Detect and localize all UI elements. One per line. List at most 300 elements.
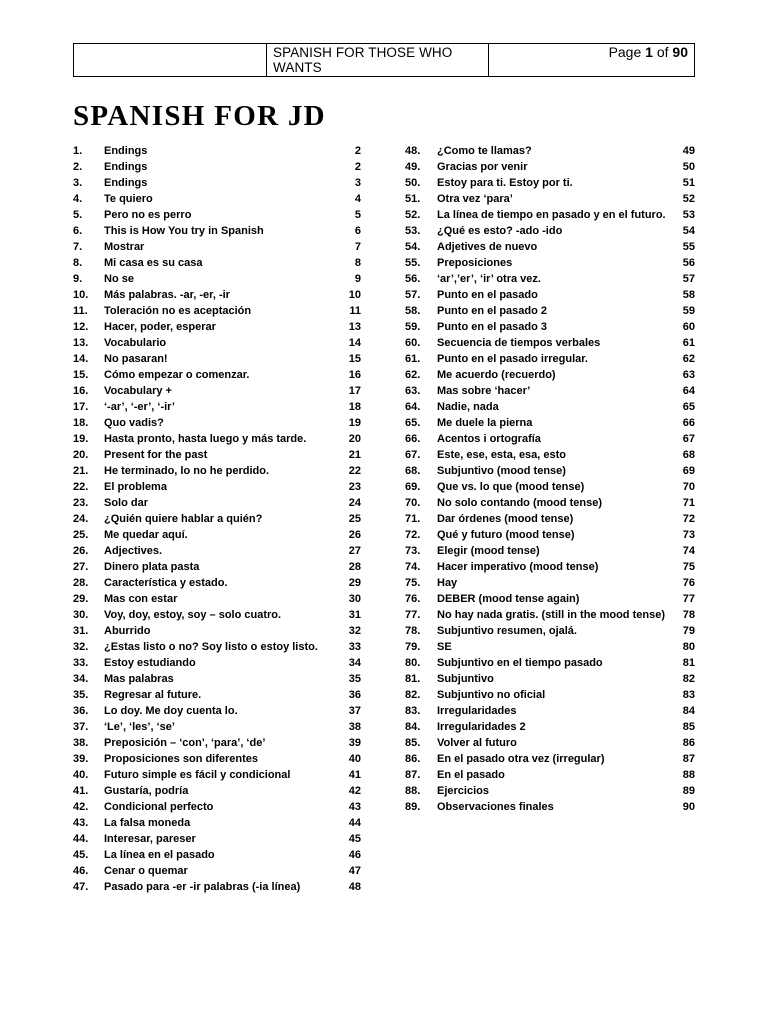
- toc-entry-page: 18: [348, 401, 361, 413]
- toc-entry-number: 20.: [73, 449, 89, 461]
- toc-entry: [405, 783, 695, 799]
- toc-entry-page: 47: [348, 865, 361, 877]
- toc-entry-page: 17: [348, 385, 361, 397]
- toc-entry-number: 76.: [405, 593, 421, 605]
- toc-entry-title: Volver al futuro: [437, 737, 517, 749]
- toc-entry-number: 14.: [73, 353, 89, 365]
- toc-entry-page: 69: [682, 465, 695, 477]
- toc-entry-title: No pasaran!: [104, 353, 168, 365]
- toc-entry-title: Me acuerdo (recuerdo): [437, 369, 556, 381]
- toc-entry: [73, 175, 361, 191]
- toc-entry-page: 31: [348, 609, 361, 621]
- toc-entry-number: 86.: [405, 753, 421, 765]
- toc-entry-page: 25: [348, 513, 361, 525]
- toc-entry-title: Vocabulary +: [104, 385, 172, 397]
- toc-entry-title: Hacer, poder, esperar: [104, 321, 216, 333]
- toc-entry-title: Estoy estudiando: [104, 657, 196, 669]
- toc-entry: [405, 623, 695, 639]
- toc-entry-page: 36: [348, 689, 361, 701]
- toc-entry-number: 17.: [73, 401, 89, 413]
- toc-entry: [405, 559, 695, 575]
- toc-entry-title: Pero no es perro: [104, 209, 192, 221]
- toc-entry: [405, 527, 695, 543]
- toc-entry: [405, 639, 695, 655]
- toc-entry-number: 26.: [73, 545, 89, 557]
- toc-entry: [405, 255, 695, 271]
- toc-entry-title: Punto en el pasado irregular.: [437, 353, 588, 365]
- toc-entry-page: 75: [682, 561, 695, 573]
- toc-entry-number: 34.: [73, 673, 89, 685]
- toc-entry-number: 83.: [405, 705, 421, 717]
- toc-entry: [73, 319, 361, 335]
- toc-entry-title: Present for the past: [104, 449, 208, 461]
- toc-entry-number: 5.: [73, 209, 83, 221]
- toc-entry: [405, 479, 695, 495]
- toc-entry: [405, 751, 695, 767]
- toc-entry-title: El problema: [104, 481, 167, 493]
- toc-entry: [73, 191, 361, 207]
- toc-entry-page: 9: [354, 273, 361, 285]
- toc-entry-page: 71: [682, 497, 695, 509]
- toc-entry-title: Pasado para -er -ir palabras (-ia línea): [104, 881, 301, 893]
- toc-entry-number: 87.: [405, 769, 421, 781]
- toc-entry-page: 30: [348, 593, 361, 605]
- toc-entry-title: Dinero plata pasta: [104, 561, 200, 573]
- toc-entry: [405, 687, 695, 703]
- toc-entry-page: 81: [682, 657, 695, 669]
- toc-entry-title: La línea en el pasado: [104, 849, 215, 861]
- toc-entry: [73, 511, 361, 527]
- toc-entry: [405, 159, 695, 175]
- toc-entry-title: No solo contando (mood tense): [437, 497, 602, 509]
- toc-entry: [73, 847, 361, 863]
- toc-entry-page: 54: [682, 225, 695, 237]
- toc-entry: [405, 335, 695, 351]
- toc-entry-page: 16: [348, 369, 361, 381]
- toc-entry-title: La línea de tiempo en pasado y en el futuro.: [437, 209, 666, 221]
- toc-entry-page: 55: [682, 241, 695, 253]
- toc-entry-title: This is How You try in Spanish: [104, 225, 264, 237]
- toc-entry-page: 65: [682, 401, 695, 413]
- toc-entry-page: 24: [348, 497, 361, 509]
- toc-entry-title: Qué y futuro (mood tense): [437, 529, 575, 541]
- toc-entry: [405, 735, 695, 751]
- toc-entry-page: 85: [682, 721, 695, 733]
- toc-entry: [73, 735, 361, 751]
- toc-entry-page: 88: [682, 769, 695, 781]
- toc-entry-page: 2: [354, 161, 361, 173]
- toc-entry-title: Estoy para ti. Estoy por ti.: [437, 177, 573, 189]
- toc-entry-page: 22: [348, 465, 361, 477]
- toc-entry: [73, 815, 361, 831]
- toc-entry: [405, 383, 695, 399]
- toc-entry-number: 80.: [405, 657, 421, 669]
- toc-entry-number: 40.: [73, 769, 89, 781]
- toc-entry-number: 74.: [405, 561, 421, 573]
- toc-entry-number: 13.: [73, 337, 89, 349]
- toc-entry: [405, 431, 695, 447]
- toc-entry-page: 37: [348, 705, 361, 717]
- toc-entry-number: 15.: [73, 369, 89, 381]
- toc-entry: [73, 559, 361, 575]
- toc-entry-page: 23: [348, 481, 361, 493]
- toc-entry-title: Solo dar: [104, 497, 149, 509]
- toc-entry-page: 87: [682, 753, 695, 765]
- toc-entry: [73, 479, 361, 495]
- toc-entry-title: Hasta pronto, hasta luego y más tarde.: [104, 433, 307, 445]
- toc-entry-number: 66.: [405, 433, 421, 445]
- toc-entry: [73, 575, 361, 591]
- toc-entry-page: 58: [682, 289, 695, 301]
- toc-entry-number: 19.: [73, 433, 89, 445]
- toc-entry-page: 49: [682, 145, 695, 157]
- toc-entry-number: 42.: [73, 801, 89, 813]
- toc-entry-title: Gracias por venir: [437, 161, 528, 173]
- toc-entry-number: 46.: [73, 865, 89, 877]
- toc-entry-page: 68: [682, 449, 695, 461]
- toc-entry-title: Endings: [104, 177, 148, 189]
- toc-entry-title: Quo vadis?: [104, 417, 164, 429]
- toc-entry: [73, 783, 361, 799]
- toc-entry-page: 41: [348, 769, 361, 781]
- header-page-indicator: [489, 44, 694, 76]
- toc-entry: [405, 207, 695, 223]
- toc-entry-number: 9.: [73, 273, 83, 285]
- toc-entry-number: 39.: [73, 753, 89, 765]
- toc-entry-title: Mas con estar: [104, 593, 178, 605]
- toc-entry: [405, 719, 695, 735]
- toc-entry-number: 62.: [405, 369, 421, 381]
- toc-entry-title: Mi casa es su casa: [104, 257, 203, 269]
- toc-entry-number: 36.: [73, 705, 89, 717]
- toc-entry-number: 70.: [405, 497, 421, 509]
- toc-entry-page: 67: [682, 433, 695, 445]
- toc-entry-page: 89: [682, 785, 695, 797]
- toc-entry-title: Irregularidades: [437, 705, 517, 717]
- toc-entry-number: 72.: [405, 529, 421, 541]
- toc-entry-page: 51: [682, 177, 695, 189]
- toc-entry-number: 53.: [405, 225, 421, 237]
- toc-entry-number: 57.: [405, 289, 421, 301]
- toc-entry: [73, 767, 361, 783]
- toc-entry-title: Mostrar: [104, 241, 145, 253]
- toc-entry-number: 11.: [73, 305, 88, 317]
- toc-entry-page: 42: [348, 785, 361, 797]
- toc-entry-page: 6: [354, 225, 361, 237]
- toc-entry: [73, 687, 361, 703]
- toc-entry: [73, 751, 361, 767]
- toc-entry: [405, 543, 695, 559]
- toc-entry: [405, 319, 695, 335]
- page-of-label: of: [652, 44, 673, 60]
- page-header-table: [73, 43, 695, 77]
- toc-entry-page: 27: [348, 545, 361, 557]
- toc-entry: [73, 159, 361, 175]
- toc-entry-number: 43.: [73, 817, 89, 829]
- toc-entry-title: En el pasado otra vez (irregular): [437, 753, 605, 765]
- toc-entry-number: 68.: [405, 465, 421, 477]
- header-empty-cell: [74, 44, 267, 76]
- toc-entry-title: Subjuntivo en el tiempo pasado: [437, 657, 603, 669]
- toc-entry-title: Me quedar aquí.: [104, 529, 188, 541]
- toc-entry-number: 21.: [73, 465, 89, 477]
- toc-entry-title: Proposiciones son diferentes: [104, 753, 259, 765]
- toc-entry-page: 28: [348, 561, 361, 573]
- toc-entry-page: 39: [348, 737, 361, 749]
- toc-entry-page: 73: [682, 529, 695, 541]
- toc-entry: [405, 591, 695, 607]
- toc-entry-title: Característica y estado.: [104, 577, 228, 589]
- toc-entry-title: Acentos i ortografía: [437, 433, 541, 445]
- toc-entry: [405, 767, 695, 783]
- toc-entry-title: Endings: [104, 161, 148, 173]
- toc-entry-page: 34: [348, 657, 361, 669]
- toc-entry-number: 35.: [73, 689, 89, 701]
- toc-entry: [73, 207, 361, 223]
- toc-entry-page: 64: [682, 385, 695, 397]
- toc-entry: [73, 223, 361, 239]
- toc-entry-page: 32: [348, 625, 361, 637]
- toc-entry-number: 31.: [73, 625, 89, 637]
- toc-entry-title: Punto en el pasado 2: [437, 305, 548, 317]
- toc-entry: [73, 255, 361, 271]
- toc-entry-title: He terminado, lo no he perdido.: [104, 465, 270, 477]
- toc-entry-title: ¿Qué es esto? -ado -ido: [437, 225, 563, 237]
- toc-entry-page: 21: [348, 449, 361, 461]
- toc-entry: [405, 191, 695, 207]
- toc-entry-title: Voy, doy, estoy, soy – solo cuatro.: [104, 609, 282, 621]
- toc-entry-title: Punto en el pasado 3: [437, 321, 548, 333]
- toc-entry-number: 79.: [405, 641, 421, 653]
- toc-entry-title: Te quiero: [104, 193, 153, 205]
- toc-entry-page: 60: [682, 321, 695, 333]
- toc-entry-page: 11: [349, 305, 361, 317]
- toc-entry-number: 10.: [73, 289, 89, 301]
- toc-entry-title: Dar órdenes (mood tense): [437, 513, 574, 525]
- toc-entry: [405, 415, 695, 431]
- toc-entry: [73, 383, 361, 399]
- toc-entry: [405, 399, 695, 415]
- toc-entry: [405, 655, 695, 671]
- toc-entry-title: Subjuntivo resumen, ojalá.: [437, 625, 577, 637]
- toc-entry-number: 88.: [405, 785, 421, 797]
- toc-entry-page: 72: [682, 513, 695, 525]
- toc-entry-title: Subjuntivo (mood tense): [437, 465, 566, 477]
- toc-entry-page: 84: [682, 705, 695, 717]
- toc-entry-number: 44.: [73, 833, 89, 845]
- toc-entry-number: 54.: [405, 241, 421, 253]
- toc-entry-page: 56: [682, 257, 695, 269]
- toc-entry-number: 78.: [405, 625, 421, 637]
- toc-entry-number: 22.: [73, 481, 89, 493]
- toc-entry: [73, 719, 361, 735]
- toc-entry-number: 47.: [73, 881, 89, 893]
- toc-entry: [405, 671, 695, 687]
- toc-column-right: [405, 143, 695, 815]
- toc-entry-number: 65.: [405, 417, 421, 429]
- toc-entry-number: 38.: [73, 737, 89, 749]
- toc-entry-title: Ejercicios: [437, 785, 489, 797]
- toc-entry-number: 58.: [405, 305, 421, 317]
- toc-entry: [73, 271, 361, 287]
- toc-entry-page: 14: [348, 337, 361, 349]
- toc-entry: [73, 431, 361, 447]
- toc-entry-title: Adjectives.: [104, 545, 163, 557]
- toc-entry-page: 61: [682, 337, 695, 349]
- toc-entry-page: 78: [682, 609, 695, 621]
- toc-entry-number: 60.: [405, 337, 421, 349]
- toc-entry-page: 33: [348, 641, 361, 653]
- toc-entry-page: 90: [682, 801, 695, 813]
- toc-entry-number: 52.: [405, 209, 421, 221]
- toc-entry-title: ¿Quién quiere hablar a quién?: [104, 513, 263, 525]
- toc-entry-page: 70: [682, 481, 695, 493]
- toc-entry-page: 77: [682, 593, 695, 605]
- toc-entry-page: 82: [682, 673, 695, 685]
- toc-entry: [73, 367, 361, 383]
- toc-column-left: [73, 143, 361, 895]
- toc-entry-title: Cómo empezar o comenzar.: [104, 369, 250, 381]
- page-label: Page: [608, 44, 646, 60]
- toc-entry: [405, 175, 695, 191]
- toc-entry: [405, 799, 695, 815]
- toc-entry-number: 61.: [405, 353, 421, 365]
- toc-entry-title: Hay: [437, 577, 458, 589]
- toc-entry-title: Mas sobre ‘hacer’: [437, 385, 531, 397]
- toc-entry-title: Vocabulario: [104, 337, 167, 349]
- toc-entry-page: 15: [348, 353, 361, 365]
- toc-entry-page: 83: [682, 689, 695, 701]
- toc-entry: [405, 271, 695, 287]
- toc-entry: [405, 463, 695, 479]
- toc-entry-title: Cenar o quemar: [104, 865, 188, 877]
- toc-entry-number: 6.: [73, 225, 83, 237]
- toc-entry-title: Hacer imperativo (mood tense): [437, 561, 599, 573]
- toc-entry-page: 62: [682, 353, 695, 365]
- toc-entry-title: Nadie, nada: [437, 401, 499, 413]
- toc-entry-page: 80: [682, 641, 695, 653]
- toc-entry-page: 48: [348, 881, 361, 893]
- toc-entry-number: 27.: [73, 561, 89, 573]
- toc-entry-title: Secuencia de tiempos verbales: [437, 337, 601, 349]
- toc-entry-title: ‘ar’,’er’, ‘ir’ otra vez.: [437, 273, 541, 285]
- toc-entry: [73, 831, 361, 847]
- toc-entry: [405, 607, 695, 623]
- toc-entry: [405, 351, 695, 367]
- page-total: 90: [672, 44, 688, 60]
- toc-entry-number: 56.: [405, 273, 421, 285]
- toc-entry-title: Adjetives de nuevo: [437, 241, 538, 253]
- toc-entry: [405, 223, 695, 239]
- toc-entry-title: Preposiciones: [437, 257, 513, 269]
- toc-entry: [405, 575, 695, 591]
- toc-entry-page: 63: [682, 369, 695, 381]
- toc-entry: [73, 527, 361, 543]
- toc-entry-page: 5: [354, 209, 361, 221]
- toc-entry-page: 79: [682, 625, 695, 637]
- toc-entry-number: 29.: [73, 593, 89, 605]
- toc-entry-page: 59: [682, 305, 695, 317]
- toc-entry-page: 13: [348, 321, 361, 333]
- toc-entry-title: ¿Como te llamas?: [437, 145, 532, 157]
- toc-entry-title: Elegir (mood tense): [437, 545, 540, 557]
- toc-entry: [73, 607, 361, 623]
- toc-entry-title: Preposición – ‘con’, ‘para’, ‘de’: [104, 737, 266, 749]
- toc-entry-page: 52: [682, 193, 695, 205]
- toc-entry-number: 89.: [405, 801, 421, 813]
- toc-entry: [73, 543, 361, 559]
- toc-entry: [73, 335, 361, 351]
- toc-entry-number: 71.: [405, 513, 421, 525]
- toc-entry-title: Condicional perfecto: [104, 801, 214, 813]
- toc-entry-number: 33.: [73, 657, 89, 669]
- toc-entry-title: Toleración no es aceptación: [104, 305, 252, 317]
- toc-entry-title: Regresar al future.: [104, 689, 202, 701]
- toc-entry-page: 7: [354, 241, 361, 253]
- toc-entry-page: 2: [354, 145, 361, 157]
- toc-entry-title: Me duele la pierna: [437, 417, 533, 429]
- toc-entry-title: Irregularidades 2: [437, 721, 526, 733]
- toc-entry-title: ‘Le’, ‘les’, ‘se’: [104, 721, 175, 733]
- toc-entry-page: 20: [348, 433, 361, 445]
- toc-entry-number: 30.: [73, 609, 89, 621]
- toc-entry-title: No hay nada gratis. (still in the mood tense): [437, 609, 665, 621]
- toc-entry: [73, 351, 361, 367]
- toc-entry-page: 45: [348, 833, 361, 845]
- toc-entry-number: 63.: [405, 385, 421, 397]
- toc-entry: [73, 287, 361, 303]
- toc-entry-page: 50: [682, 161, 695, 173]
- toc-entry-number: 32.: [73, 641, 89, 653]
- toc-entry-number: 37.: [73, 721, 89, 733]
- toc-entry-page: 4: [354, 193, 361, 205]
- toc-entry-number: 41.: [73, 785, 89, 797]
- toc-entry-page: 8: [354, 257, 361, 269]
- toc-entry: [73, 447, 361, 463]
- toc-entry-title: Endings: [104, 145, 148, 157]
- toc-entry-title: La falsa moneda: [104, 817, 191, 829]
- toc-entry-page: 57: [682, 273, 695, 285]
- toc-entry-number: 55.: [405, 257, 421, 269]
- toc-entry-number: 45.: [73, 849, 89, 861]
- toc-entry-title: Mas palabras: [104, 673, 174, 685]
- toc-entry: [73, 463, 361, 479]
- toc-entry: [73, 239, 361, 255]
- page-current: 1: [645, 44, 653, 60]
- toc-entry-number: 59.: [405, 321, 421, 333]
- toc-entry-number: 2.: [73, 161, 83, 173]
- toc-entry-page: 10: [348, 289, 361, 301]
- toc-entry-title: ¿Estas listo o no? Soy listo o estoy listo.: [104, 641, 318, 653]
- toc-entry: [405, 447, 695, 463]
- toc-entry: [73, 143, 361, 159]
- toc-entry-page: 29: [348, 577, 361, 589]
- toc-entry-page: 40: [348, 753, 361, 765]
- toc-entry: [73, 303, 361, 319]
- toc-entry-page: 38: [348, 721, 361, 733]
- toc-entry-number: 24.: [73, 513, 89, 525]
- toc-entry: [73, 655, 361, 671]
- toc-entry-number: 64.: [405, 401, 421, 413]
- toc-entry-number: 25.: [73, 529, 89, 541]
- toc-entry: [405, 367, 695, 383]
- toc-entry-number: 82.: [405, 689, 421, 701]
- toc-entry-number: 48.: [405, 145, 421, 157]
- toc-entry-page: 66: [682, 417, 695, 429]
- toc-entry: [405, 239, 695, 255]
- document-title: SPANISH FOR JD: [73, 100, 326, 132]
- toc-entry-number: 69.: [405, 481, 421, 493]
